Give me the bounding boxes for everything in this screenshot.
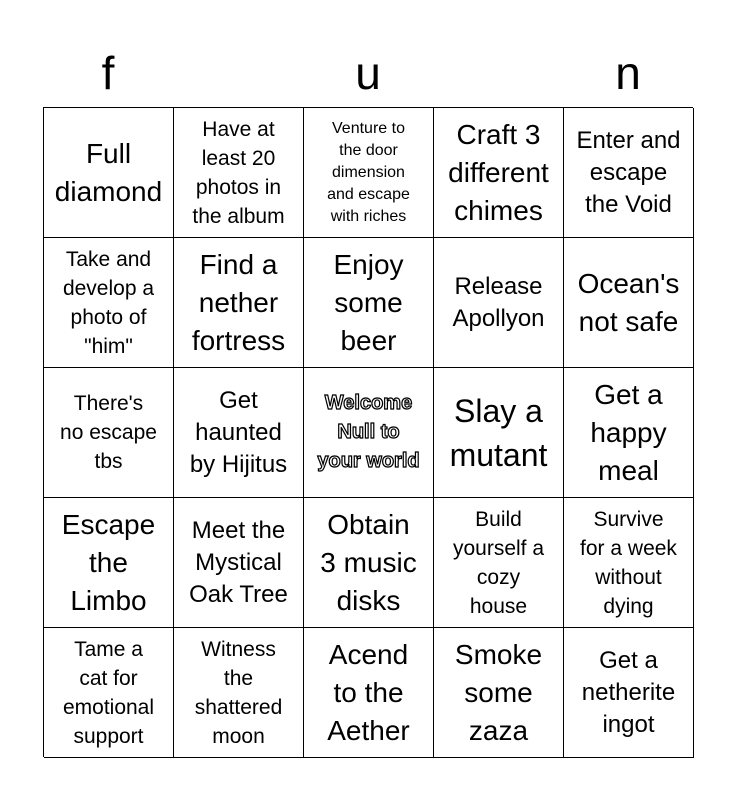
- bingo-cell-r2c1[interactable]: [44, 238, 174, 368]
- bingo-cell-r4c3[interactable]: [304, 498, 434, 628]
- bingo-cell-text: Slay a mutant: [449, 392, 548, 473]
- bingo-cell-r5c2[interactable]: [174, 628, 304, 758]
- bingo-cell-text: Smoke some zaza: [454, 638, 543, 746]
- free-space-text: Welcome Null to your world: [317, 392, 420, 472]
- header-spacer-1: [173, 40, 303, 106]
- bingo-cell-r1c4[interactable]: [434, 108, 564, 238]
- bingo-cell-r1c5[interactable]: [564, 108, 694, 238]
- bingo-cell-text: Escape the Limbo: [61, 508, 156, 616]
- header-letter-2: u: [355, 47, 381, 99]
- bingo-cell-r5c1[interactable]: [44, 628, 174, 758]
- bingo-cell-text: Enjoy some beer: [333, 248, 404, 356]
- bingo-cell-text: Tame a cat for emotional support: [62, 637, 155, 748]
- bingo-cell-r1c1[interactable]: [44, 108, 174, 238]
- bingo-cell-text: There's no escape tbs: [60, 392, 157, 473]
- bingo-cell-text: Obtain 3 music disks: [320, 508, 417, 616]
- bingo-cell-text: Take and develop a photo of "him": [62, 247, 155, 358]
- bingo-cell-r4c4[interactable]: [434, 498, 564, 628]
- bingo-cell-text: Get haunted by Hijitus: [189, 386, 288, 478]
- bingo-cell-r4c1[interactable]: [44, 498, 174, 628]
- bingo-header: [43, 40, 693, 106]
- bingo-cell-r2c3[interactable]: [304, 238, 434, 368]
- bingo-cell-text: Acend to the Aether: [327, 638, 410, 746]
- bingo-cell-r2c5[interactable]: [564, 238, 694, 368]
- bingo-cell-r2c4[interactable]: [434, 238, 564, 368]
- bingo-cell-r3c4[interactable]: [434, 368, 564, 498]
- bingo-cell-text: Have at least 20 photos in the album: [192, 117, 285, 228]
- bingo-cell-text: Get a happy meal: [590, 378, 667, 486]
- bingo-cell-text: Survive for a week without dying: [580, 507, 677, 618]
- bingo-cell-text: Witness the shattered moon: [194, 637, 283, 748]
- header-letter-3: n: [615, 47, 641, 99]
- bingo-cell-text: Enter and escape the Void: [576, 126, 681, 218]
- bingo-cell-text: Full diamond: [54, 137, 163, 207]
- bingo-cell-r1c3[interactable]: [304, 108, 434, 238]
- bingo-cell-r5c3[interactable]: [304, 628, 434, 758]
- bingo-cell-text: Find a nether fortress: [191, 248, 286, 356]
- bingo-cell-text: Venture to the door dimension and escape with riches: [327, 119, 410, 225]
- bingo-cell-r4c2[interactable]: [174, 498, 304, 628]
- bingo-cell-text: Get a netherite ingot: [581, 646, 676, 738]
- bingo-cell-r2c2[interactable]: [174, 238, 304, 368]
- bingo-cell-r3c5[interactable]: [564, 368, 694, 498]
- bingo-board: [43, 107, 693, 757]
- bingo-cell-r1c2[interactable]: [174, 108, 304, 238]
- bingo-cell-r3c1[interactable]: [44, 368, 174, 498]
- bingo-cell-r4c5[interactable]: [564, 498, 694, 628]
- bingo-cell-r5c5[interactable]: [564, 628, 694, 758]
- bingo-cell-text: Ocean's not safe: [577, 267, 680, 337]
- header-letter-1: f: [101, 47, 115, 99]
- bingo-cell-text: Build yourself a cozy house: [452, 507, 545, 618]
- bingo-cell-r5c4[interactable]: [434, 628, 564, 758]
- bingo-cell-text: Release Apollyon: [452, 272, 545, 332]
- bingo-cell-text: Meet the Mystical Oak Tree: [189, 516, 288, 608]
- header-spacer-2: [433, 40, 563, 106]
- bingo-cell-text: Craft 3 different chimes: [448, 118, 549, 226]
- free-space-cell[interactable]: [304, 368, 434, 498]
- bingo-cell-r3c2[interactable]: [174, 368, 304, 498]
